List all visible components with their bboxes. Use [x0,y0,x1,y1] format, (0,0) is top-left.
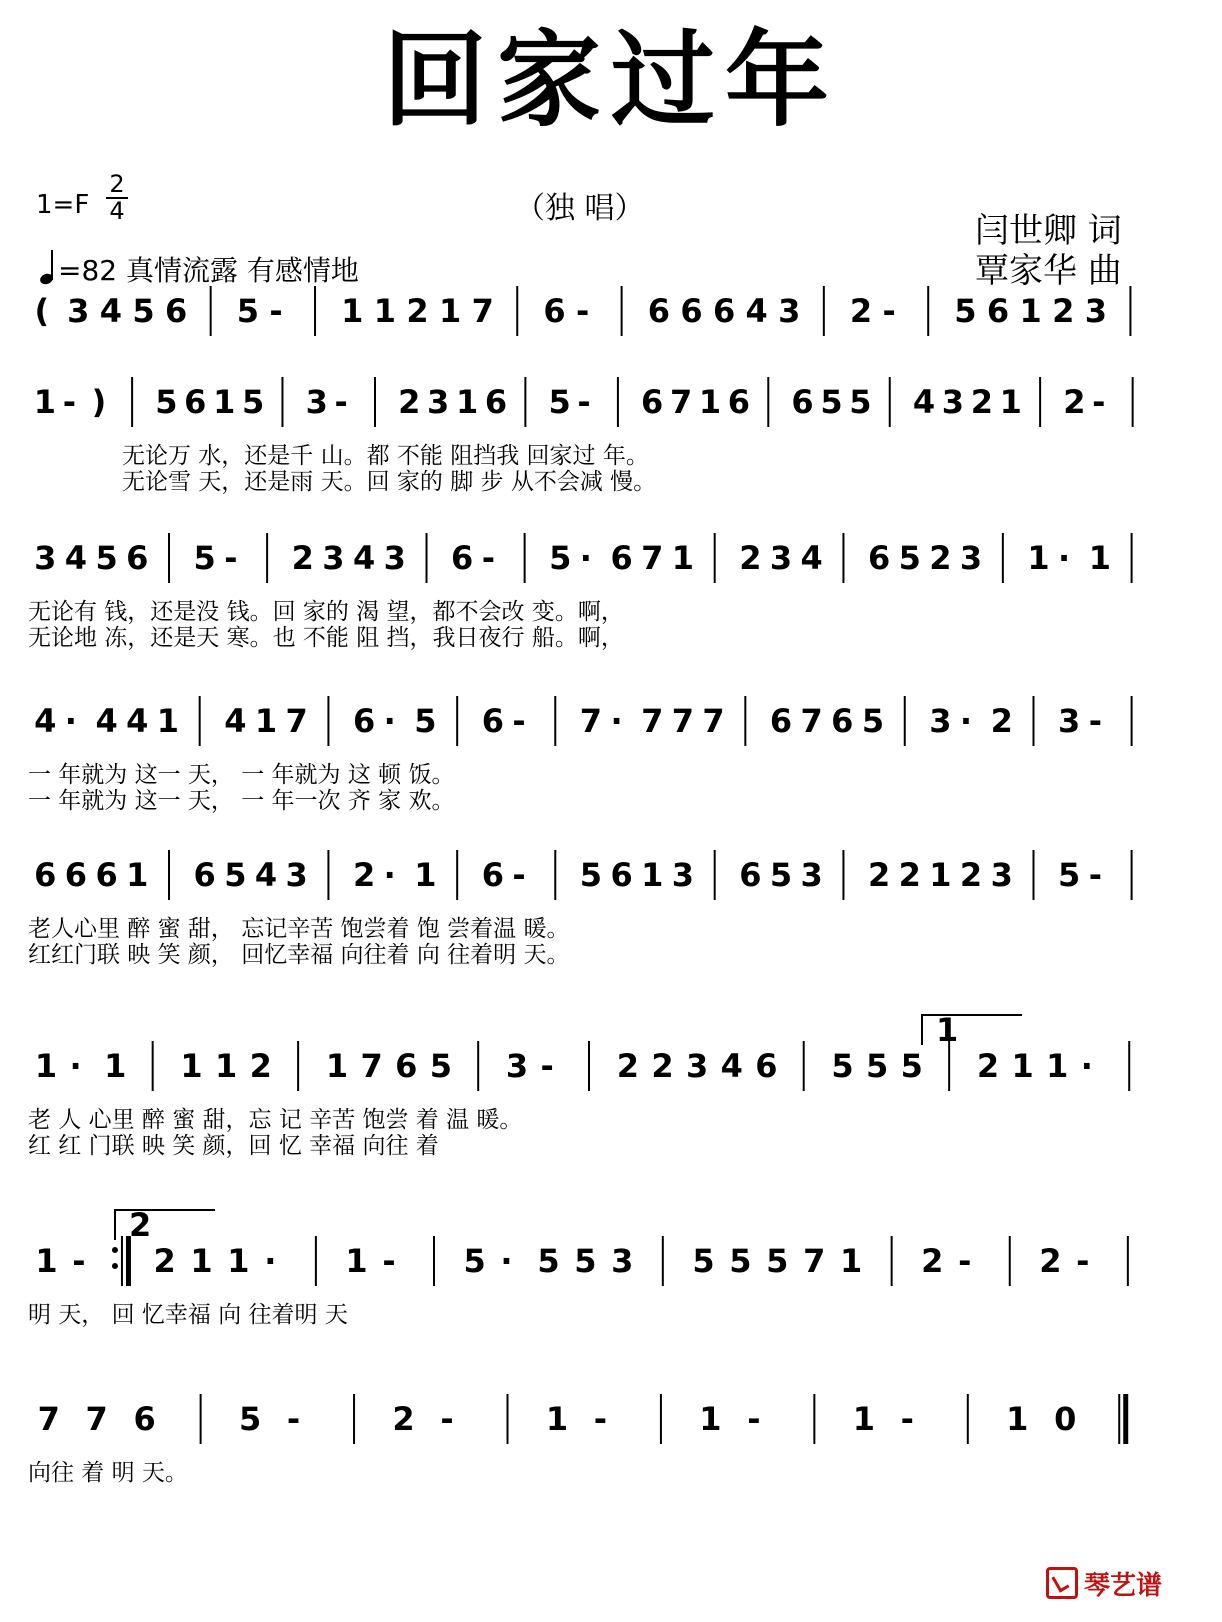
lyrics-verse-1: 老 人 心里 醉 蜜 甜，忘 记 辛苦 饱尝 着 温 暖。 [28,1107,523,1133]
note-glyph: 5 [898,539,921,577]
note-glyph: - [900,1400,914,1438]
note-glyph: - [1092,383,1106,421]
note-glyph: · [1058,539,1071,577]
note-glyph: 1 [455,383,479,421]
note-glyph: 1 [126,856,149,894]
repeat-dot [112,1263,118,1269]
note-glyph: 2 [392,1400,415,1438]
score-system [28,850,1132,968]
note-glyph: 2 [959,856,983,894]
note-glyph: 5 [549,539,572,577]
lyrics-verse-1: 无论有 钱，还是没 钱。回 家的 渴 望，都不会改 变。啊， [28,599,624,625]
note-glyph: 2 [352,856,376,894]
note-glyph: 6 [986,292,1010,330]
lyrics-verse-2: 红 红 门联 映 笑 颜，回 忆 幸福 向往 着 [28,1133,439,1159]
note-glyph: 4 [64,539,88,577]
score-system [28,377,1133,495]
note-glyph: 6 [610,856,633,894]
note-glyph: 2 [921,1242,944,1280]
note-glyph: 6 [193,856,216,894]
note-glyph: 6 [34,856,57,894]
note-glyph: 2 [1039,1242,1062,1280]
note-glyph: 1 [1027,539,1050,577]
note-glyph: 4 [352,539,376,577]
lyrics-verse-1: 向往 着 明 天。 [28,1460,188,1486]
note-glyph: ( [34,292,50,330]
note-glyph: 5 [193,539,216,577]
score-system [28,286,1130,336]
volta-number: 1 [936,1011,959,1049]
note-glyph: 7 [285,702,308,740]
note-glyph: · [64,702,77,740]
note-glyph: - [512,856,526,894]
note-glyph: 3 [285,856,308,894]
note-glyph: 3 [34,539,57,577]
note-glyph: 1 [104,1047,127,1085]
note-glyph: 2 [976,1047,1000,1085]
note-glyph: 6 [126,539,149,577]
note-glyph: 2 [398,383,421,421]
note-glyph: 5 [236,292,260,330]
composer-credit: 覃家华 曲 [975,251,1122,291]
note-glyph: 6 [484,383,508,421]
note-glyph: 7 [641,539,664,577]
note-glyph: 4 [254,856,278,894]
note-glyph: 6 [184,383,207,421]
note-glyph: 1 [254,702,278,740]
lyrics-verse-2: 无论雪 天，还是雨 天。回 家的 脚 步 从不会减 慢。 [122,469,657,495]
note-glyph: 1 [414,856,437,894]
note-glyph: 3 [769,539,793,577]
time-signature-bottom: 4 [109,197,125,226]
note-glyph: - [1088,702,1102,740]
note-glyph: 1 [852,1400,875,1438]
note-glyph: 6 [481,702,504,740]
note-glyph: 4 [912,383,936,421]
note-glyph: 5 [537,1242,560,1280]
subtitle: （独 唱） [515,191,645,226]
note-glyph: 1 [34,1047,58,1085]
note-glyph: 5 [820,383,843,421]
note-glyph: 1 [999,383,1022,421]
note-glyph: 2 [929,539,952,577]
lyrics-verse-1: 老人心里 醉 蜜 甜， 忘记辛苦 饱尝着 饱 尝着温 暖。 [28,916,570,942]
time-signature-top: 2 [109,170,125,198]
note-glyph: 6 [831,702,854,740]
note-glyph: - [1076,1242,1090,1280]
note-glyph: 5 [861,702,885,740]
note-glyph: 5 [574,1242,597,1280]
note-glyph: 6 [451,539,474,577]
note-glyph: - [286,1400,301,1438]
note-glyph: - [481,539,495,577]
note-glyph: 1 [341,292,364,330]
note-glyph: 4 [745,292,768,330]
note-glyph: 3 [322,539,345,577]
note-glyph: 5 [155,383,178,421]
watermark [1046,1565,1162,1602]
note-glyph: 2 [849,292,873,330]
note-glyph: · [959,702,973,740]
note-glyph: 1 [671,539,695,577]
note-glyph: 7 [360,1047,383,1085]
note-glyph: · [610,702,623,740]
note-glyph: 1 [373,292,396,330]
note-glyph: 1 [1011,1047,1034,1085]
note-glyph: 3 [959,539,983,577]
note-glyph: 5 [849,383,872,421]
note-glyph: 3 [383,539,406,577]
note-glyph: - [882,292,896,330]
note-glyph: 3 [1058,702,1081,740]
lyrics-verse-1: 一 年就为 这一 天， 一 年就为 这 顿 饭。 [28,762,455,788]
note-glyph: 5 [954,292,977,330]
note-glyph: · [69,1047,82,1085]
note-glyph: 3 [685,1047,709,1085]
note-glyph: 2 [651,1047,674,1085]
note-glyph: - [575,292,590,330]
note-glyph: 6 [867,539,891,577]
note-glyph: 3 [990,856,1013,894]
note-glyph: · [500,1242,513,1280]
note-glyph: 5 [548,383,571,421]
note-glyph: 2 [291,539,314,577]
note-glyph: - [269,292,283,330]
note-glyph: 5 [579,856,603,894]
note-glyph: 2 [898,856,921,894]
note-glyph: 4 [800,539,823,577]
note-glyph: 1 [156,702,180,740]
note-glyph: 3 [941,383,965,421]
note-glyph: 5 [238,1400,262,1438]
tempo-text: =82 真情流露 有感情地 [58,254,359,287]
note-glyph: 5 [1058,856,1081,894]
note-glyph: 7 [669,383,693,421]
note-glyph: 7 [37,1400,60,1438]
note-glyph: 6 [481,856,504,894]
note-glyph: - [224,539,238,577]
note-glyph: · [579,539,592,577]
note-glyph: 4 [720,1047,743,1085]
note-glyph: 1 [698,383,722,421]
lyrics-verse-2: 无论地 冻，还是天 寒。也 不能 阻 挡，我日夜行 船。啊， [28,625,624,651]
note-glyph: 6 [543,292,566,330]
double-bar-thick [1123,1394,1128,1444]
note-glyph: 5 [414,702,437,740]
note-glyph: 1 [839,1242,863,1280]
note-glyph: 6 [164,292,188,330]
note-glyph: 5 [429,1047,452,1085]
note-glyph: 1 [180,1047,203,1085]
lyrics-verse-1: 无论万 水，还是千 山。都 不能 阻挡我 回家过 年。 [122,443,649,469]
note-glyph: 3 [67,292,90,330]
note-glyph: 3 [1084,292,1108,330]
note-glyph: 4 [99,292,123,330]
note-glyph: 1 [1046,1047,1069,1085]
score-system [28,1394,1128,1486]
note-glyph: 5 [95,539,118,577]
note-glyph: 4 [34,702,57,740]
note-glyph: 3 [671,856,695,894]
note-glyph: 1 [545,1400,569,1438]
note-glyph: 3 [929,702,952,740]
note-glyph: - [1088,856,1102,894]
note-glyph: 5 [463,1242,486,1280]
note-glyph: 7 [579,702,603,740]
volta-number: 2 [129,1206,152,1244]
note-glyph: 1 [1019,292,1042,330]
note-glyph: 7 [85,1400,108,1438]
note-glyph: 2 [1063,383,1086,421]
note-glyph: 1 [227,1242,250,1280]
note-glyph: 2 [249,1047,272,1085]
note-glyph: · [383,702,396,740]
note-glyph: 1 [215,1047,238,1085]
note-glyph: 3 [778,292,801,330]
score-system [28,1206,1128,1328]
repeat-dot [112,1247,118,1253]
note-glyph: 1 [1088,539,1111,577]
note-glyph: - [440,1400,454,1438]
note-glyph: · [264,1242,277,1280]
note-glyph: - [62,383,76,421]
note-glyph: · [1080,1047,1093,1085]
note-glyph: 5 [241,383,265,421]
note-glyph: 6 [641,383,664,421]
note-glyph: 3 [505,1047,529,1085]
note-glyph: 6 [712,292,736,330]
note-glyph: 7 [702,702,725,740]
note-glyph: 1 [325,1047,349,1085]
note-glyph: 1 [345,1242,368,1280]
note-glyph: 2 [867,856,891,894]
note-glyph: 5 [866,1047,889,1085]
note-glyph: · [383,856,396,894]
note-glyph: 4 [126,702,149,740]
note-glyph: 1 [929,856,952,894]
note-glyph: 4 [224,702,247,740]
score-system [28,696,1132,814]
qinyipu-logo-icon [1046,1567,1078,1599]
note-glyph: 0 [1054,1400,1077,1438]
note-glyph: 5 [132,292,155,330]
watermark-text: 琴艺谱 [1083,1571,1162,1601]
note-glyph: 1 [699,1400,722,1438]
note-glyph: ) [91,383,107,421]
note-glyph: - [747,1400,761,1438]
note-glyph: 2 [970,383,993,421]
note-glyph: 6 [680,292,703,330]
note-glyph: 5 [224,856,247,894]
note-glyph: - [540,1047,554,1085]
score-system [28,533,1132,651]
lyrics-verse-2: 一 年就为 这一 天， 一 年一次 齐 家 欢。 [28,788,455,814]
note-glyph: 5 [766,1242,789,1280]
key-signature: 1=F [36,190,90,220]
lyrics-verse-2: 红红门联 映 笑 颜， 回忆幸福 向往着 向 往着明 天。 [28,942,570,968]
score-system [28,1011,1129,1159]
note-glyph: 1 [35,1242,58,1280]
note-glyph: 1 [190,1242,213,1280]
note-glyph: 6 [727,383,751,421]
note-glyph: 4 [95,702,118,740]
note-glyph: 2 [739,539,762,577]
note-glyph: 2 [616,1047,639,1085]
note-glyph: 5 [769,856,793,894]
note-glyph: - [577,383,591,421]
note-glyph: 5 [831,1047,854,1085]
note-glyph: 2 [153,1242,176,1280]
note-glyph: 6 [64,856,88,894]
note-glyph: 2 [990,702,1013,740]
note-glyph: 7 [800,702,823,740]
note-glyph: - [382,1242,396,1280]
note-glyph: 1 [641,856,664,894]
note-glyph: 6 [395,1047,418,1085]
note-glyph: 7 [671,702,695,740]
note-glyph: - [593,1400,608,1438]
note-glyph: 7 [641,702,664,740]
song-title: 回家过年 [382,18,839,141]
note-glyph: 3 [611,1242,634,1280]
note-glyph: 6 [769,702,793,740]
note-glyph: 2 [406,292,429,330]
note-glyph: 6 [610,539,633,577]
note-glyph: 7 [471,292,494,330]
note-glyph: 1 [438,292,462,330]
note-glyph: 1 [1006,1400,1029,1438]
note-glyph: - [958,1242,972,1280]
note-glyph: - [72,1242,86,1280]
note-glyph: 6 [791,383,814,421]
note-glyph: 6 [352,702,376,740]
lyrics-verse-1: 明 天， 回 忆幸福 向 往着明 天 [28,1302,348,1328]
note-glyph: 3 [305,383,328,421]
note-glyph: 6 [133,1400,156,1438]
note-glyph: 6 [95,856,118,894]
lyricist-credit: 闫世卿 词 [975,211,1122,251]
note-glyph: 3 [800,856,823,894]
note-glyph: - [334,383,348,421]
note-glyph: 6 [755,1047,778,1085]
note-glyph: 1 [213,383,236,421]
note-glyph: 1 [33,383,57,421]
note-glyph: 2 [1052,292,1075,330]
note-glyph: 5 [900,1047,923,1085]
note-glyph: 3 [427,383,450,421]
note-glyph: 5 [692,1242,715,1280]
note-glyph: - [512,702,526,740]
note-glyph: 6 [647,292,670,330]
note-glyph: 6 [739,856,762,894]
note-glyph: 5 [729,1242,752,1280]
note-glyph: 7 [803,1242,826,1280]
